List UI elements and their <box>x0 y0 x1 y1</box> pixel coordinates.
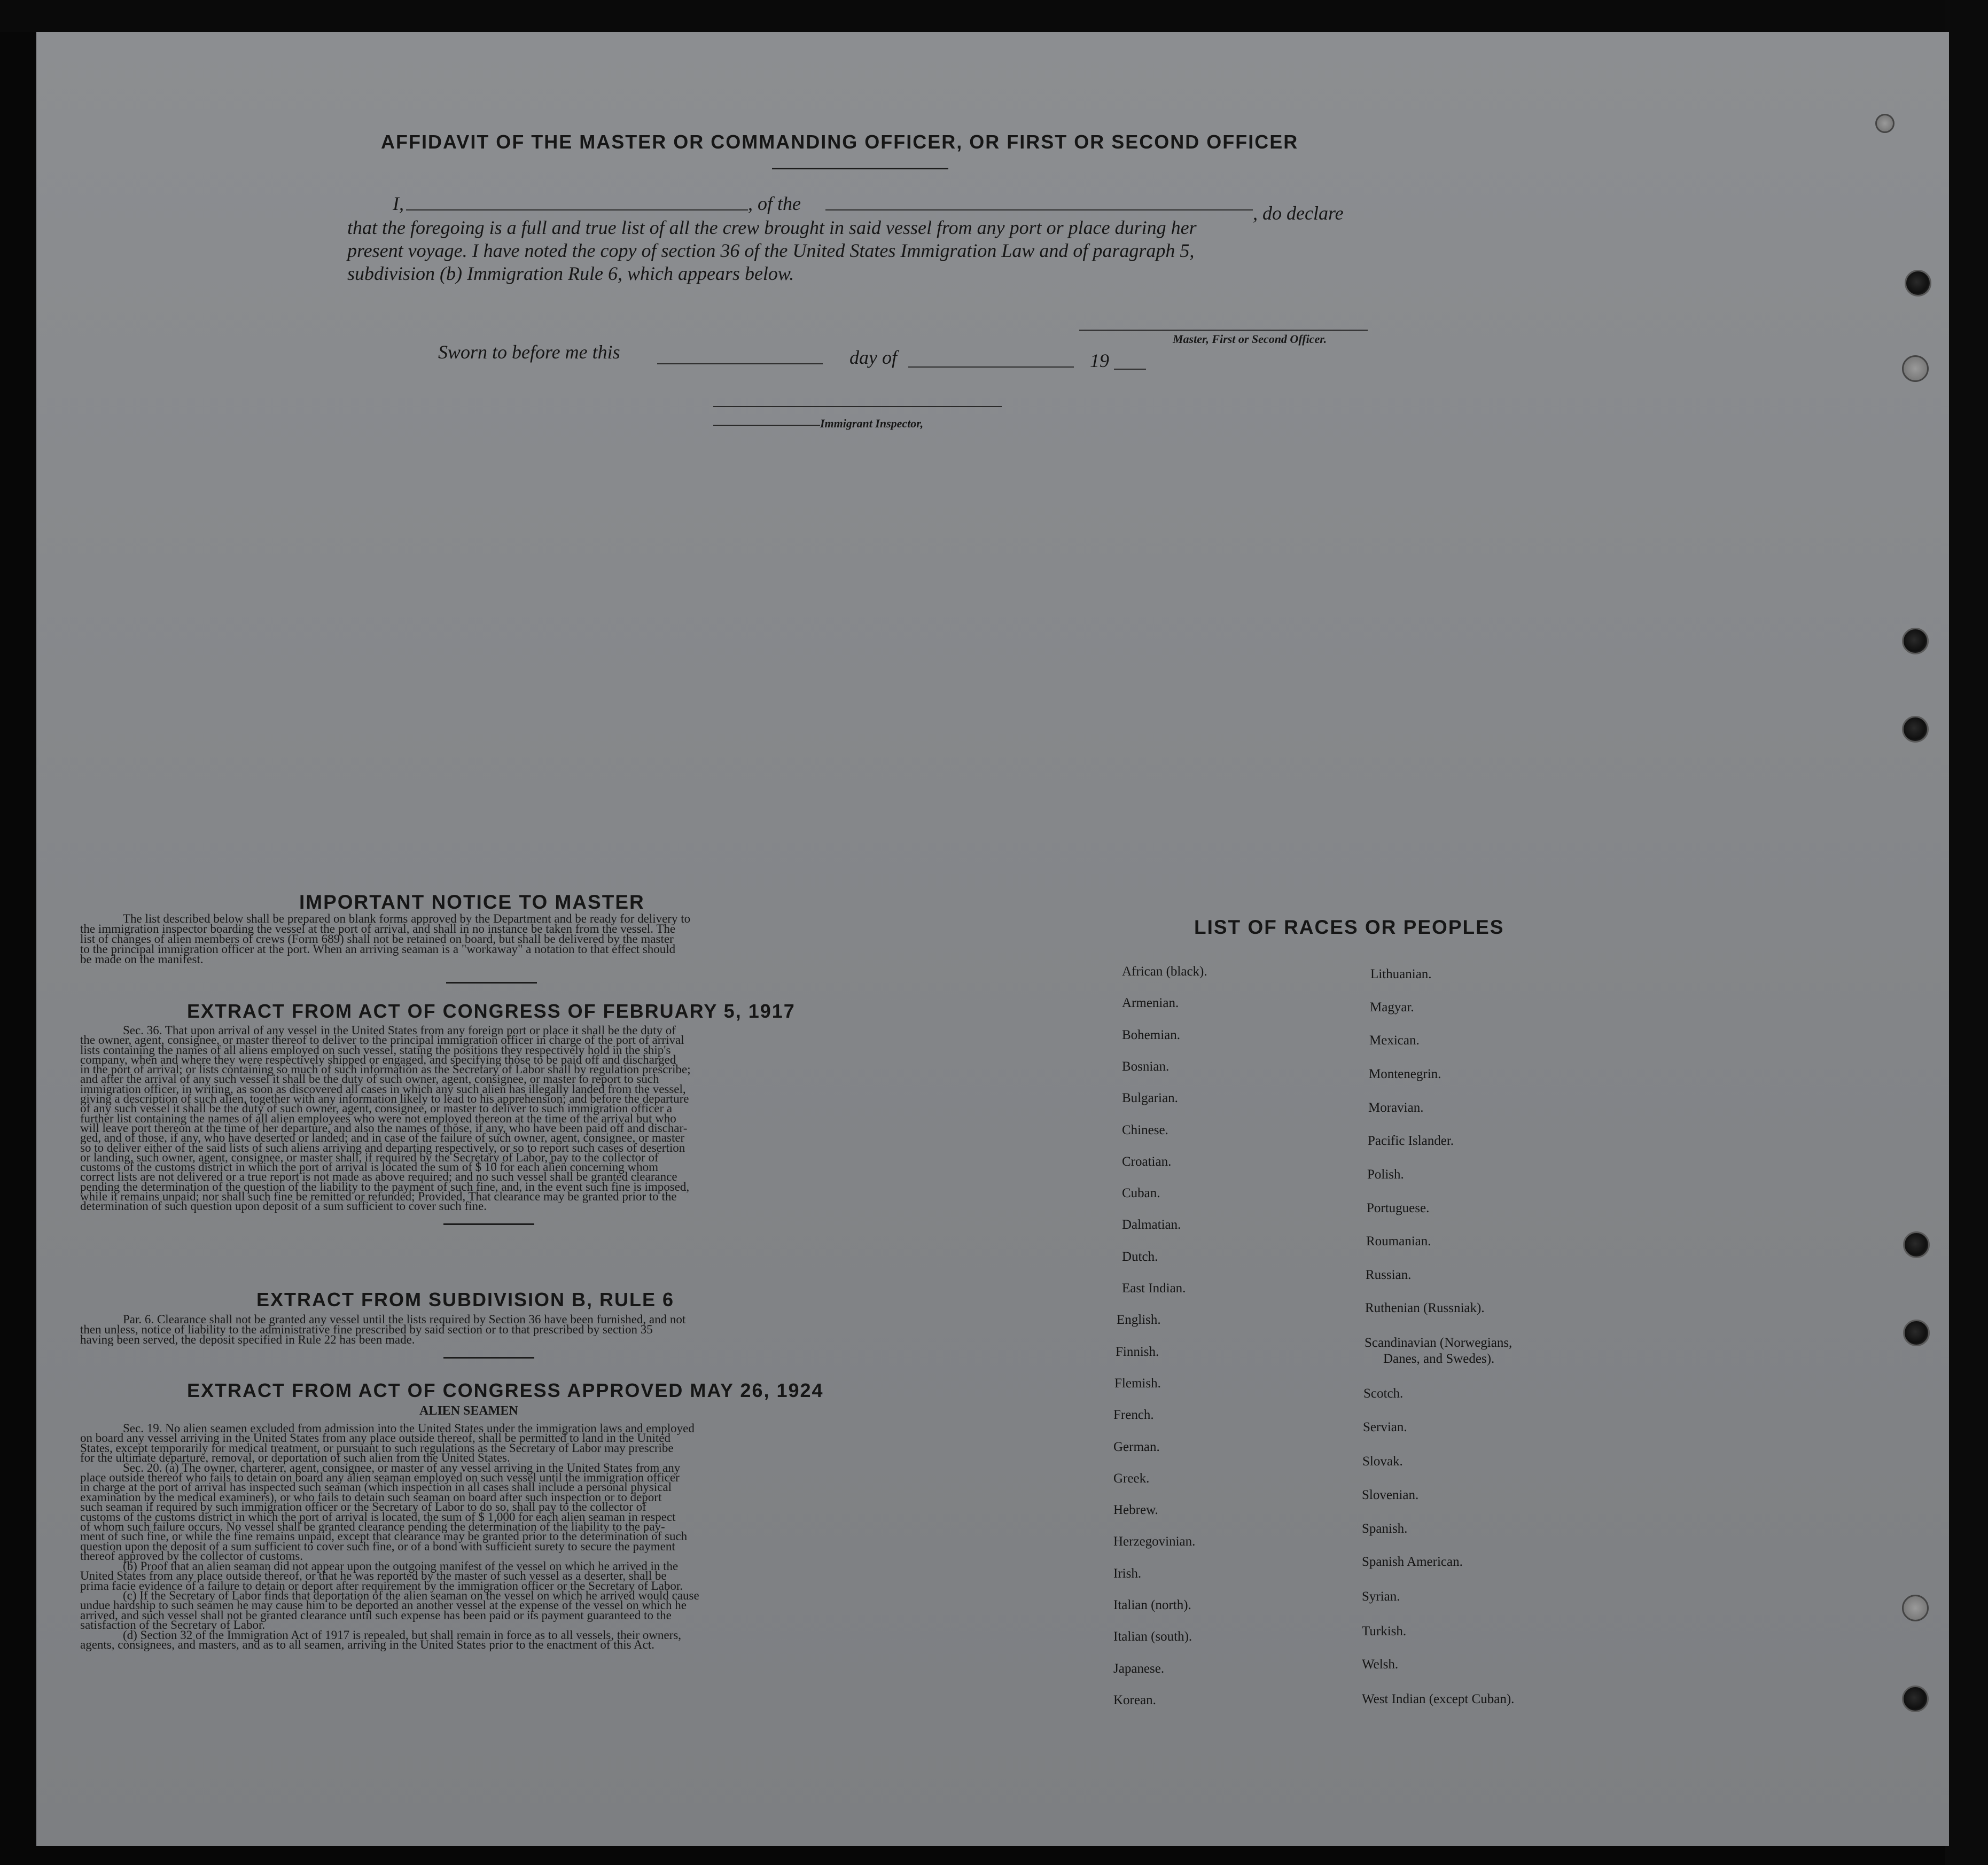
notice-line: the immigration inspector boarding the vessel at the port of arrival, and shall in no instance be taken from the vessel. The <box>80 922 676 935</box>
punch-hole <box>1903 1231 1930 1258</box>
extract-1924-line: on board any vessel arriving in the United States from any place outside thereof, shall be permitted to land in the United <box>80 1431 671 1445</box>
extract-1924-line: (d) Section 32 of the Immigration Act of 1917 is repealed, but shall remain in force as to all vessels, their owners, <box>123 1628 681 1642</box>
extract-1924-body <box>80 1424 868 1650</box>
extract-1917-body <box>80 1026 868 1212</box>
extract-1917-line: so to deliver either of the said lists of such aliens arriving and departing respectively, or so to report such cases of desertion <box>80 1141 685 1154</box>
race-item: Hebrew. <box>1113 1503 1158 1517</box>
sworn-text: Sworn to before me this <box>438 341 620 363</box>
signature-line <box>1079 330 1368 331</box>
race-item: African (black). <box>1122 964 1207 979</box>
extract-1924-line: for the ultimate departure, removal, or deportation of such alien from the United States. <box>80 1451 510 1465</box>
extract-1924-line: such seaman if required by such immigration officer or the Secretary of Labor to do so, shall pay to the collector of <box>80 1500 646 1514</box>
race-item: French. <box>1113 1408 1154 1422</box>
notice-line: The list described below shall be prepared on blank forms approved by the Department and be ready for delivery to <box>123 912 691 925</box>
extract-1917-line: of any such vessel it shall be the duty of such owner, agent, consignee, or master to deliver to such immigration officer a <box>80 1102 673 1115</box>
race-item: Greek. <box>1113 1471 1150 1486</box>
race-item: English. <box>1117 1313 1161 1327</box>
extract-1917-line: will leave port thereon at the time of her departure, and also the names of those, if any, who have been paid off and dischar- <box>80 1121 688 1135</box>
affidavit-of-the: , of the <box>748 193 801 214</box>
extract-1924-line: United States from any place outside thereof, or that he was reported by the master of such vessel as a deserter, shall be <box>80 1569 667 1583</box>
affidavit-body-line: that the foregoing is a full and true list of all the crew brought in said vessel from any port or place during her <box>347 217 1197 238</box>
race-item: Italian (north). <box>1113 1598 1191 1612</box>
punch-hole <box>1902 1595 1929 1621</box>
notice-line: list of changes of alien members of crews (Form 689) shall not be retained on board, but shall be delivered by the master <box>80 932 674 946</box>
notice-body <box>80 914 868 964</box>
race-item: Mexican. <box>1369 1033 1420 1048</box>
extract-1917-line: lists containing the names of all aliens employed on such vessel, stating the positions they respectively hold in the ship's <box>80 1043 671 1057</box>
punch-hole <box>1875 114 1895 133</box>
race-item: Finnish. <box>1116 1345 1159 1359</box>
races-heading: LIST OF RACES OR PEOPLES <box>1194 916 1504 938</box>
extract-1924-line: (b) Proof that an alien seaman did not appear upon the outgoing manifest of the vessel on which he arrived in the <box>123 1559 679 1573</box>
extract-1924-line: arrived, and such vessel shall not be granted clearance until such expense has been paid or its payment guaranteed to the <box>80 1608 672 1622</box>
affidavit-body-line: subdivision (b) Immigration Rule 6, which appears below. <box>347 263 794 284</box>
race-item: Cuban. <box>1122 1186 1160 1200</box>
race-item: Magyar. <box>1370 1000 1414 1015</box>
extract-1917-line: while it remains unpaid; nor shall such fine be remitted or refunded; Provided, That clearance may be granted prior to the <box>80 1190 677 1204</box>
extract-1917-line: further list containing the names of all alien employees who were not employed thereon at the time of the arrival but who <box>80 1111 676 1125</box>
extract-1924-line: Sec. 19. No alien seamen excluded from admission into the United States under the immigration laws and employed <box>123 1422 695 1435</box>
extract-1924-line: place outside thereof who fails to detain on board any alien seaman employed on such vessel until the immigration officer <box>80 1471 680 1485</box>
extract-1924-line: prima facie evidence of a failure to detain or deport after requirement by the immigration officer or the Secretary of Labor. <box>80 1579 683 1593</box>
extract-1924-heading: EXTRACT FROM ACT OF CONGRESS APPROVED MAY 26, 1924 <box>187 1379 824 1401</box>
extract-1917-line: company, when and where they were respectively shipped or engaged, and specifying those to be paid off and discharged <box>80 1052 676 1066</box>
race-item: Dutch. <box>1122 1250 1158 1264</box>
race-item: Bosnian. <box>1122 1059 1170 1074</box>
race-item: Lithuanian. <box>1370 967 1432 981</box>
race-item: Portuguese. <box>1367 1201 1430 1215</box>
extract-1924-line: question upon the deposit of a sum sufficient to cover such fine, or of a bond with sufficient surety to secure the payment <box>80 1539 675 1553</box>
notice-line: to the principal immigration officer at the port. When an arriving seaman is a "workaway" a notation to that effect should <box>80 942 676 956</box>
race-item: Turkish. <box>1362 1624 1407 1638</box>
extract-1917-line: Sec. 36. That upon arrival of any vessel in the United States from any foreign port or place it shall be the duty of <box>123 1024 676 1037</box>
race-item: Bulgarian. <box>1122 1091 1178 1105</box>
inspector-line-lead <box>713 425 820 426</box>
punch-hole <box>1902 716 1929 743</box>
race-item: German. <box>1113 1440 1160 1454</box>
extract-1924-line: undue hardship to such seamen he may cause him to be deported an another vessel at the expense of the vessel on which he <box>80 1598 687 1612</box>
extract-1924-line: customs of the customs district in which the port of arrival is located, the sum of $ 1,000 for each alien seaman in respect <box>80 1510 676 1524</box>
race-item: Irish. <box>1113 1566 1142 1581</box>
extract-1917-heading: EXTRACT FROM ACT OF CONGRESS OF FEBRUARY 5, 1917 <box>187 1000 796 1022</box>
race-item: Welsh. <box>1362 1657 1399 1672</box>
race-item: Slovak. <box>1362 1454 1403 1469</box>
punch-hole <box>1902 628 1929 654</box>
race-item: Roumanian. <box>1366 1234 1431 1248</box>
signature-label: Master, First or Second Officer. <box>1173 332 1327 346</box>
inspector-signature-line <box>713 406 1002 407</box>
punch-hole <box>1902 355 1929 382</box>
rule6-line: having been served, the deposit specified in Rule 22 has been made. <box>80 1333 415 1346</box>
affidavit-i: I, <box>393 193 404 214</box>
punch-hole <box>1902 1685 1929 1712</box>
day-blank <box>657 363 823 364</box>
extract-1917-line: the owner, agent, consignee, or master thereof to deliver to the principal immigration officer in charge of the port of arrival <box>80 1033 684 1047</box>
extract-1917-line: immigration officer, in writing, as soon as discovered all cases in which any such alien has illegally landed from the vessel, <box>80 1082 686 1096</box>
race-item: Armenian. <box>1122 996 1179 1010</box>
race-item: Korean. <box>1113 1693 1156 1707</box>
race-item: West Indian (except Cuban). <box>1362 1692 1515 1706</box>
extract-1924-line: Sec. 20. (a) The owner, charterer, agent, consignee, or master of any vessel arriving in the United States from any <box>123 1461 681 1474</box>
extract-1924-line: satisfaction of the Secretary of Labor. <box>80 1618 266 1632</box>
race-item: East Indian. <box>1122 1281 1186 1296</box>
year-text: 19 <box>1090 350 1109 371</box>
extract-1924-line: examination by the medical examiners), or who fails to detain such seaman on board after such inspection or to deport <box>80 1490 662 1504</box>
extract-1924-line: ment of such fine, or while the fine remains unpaid, except that clearance may be granted prior to the determination of such <box>80 1530 688 1543</box>
race-item: Ruthenian (Russniak). <box>1365 1301 1485 1315</box>
race-item: Russian. <box>1366 1268 1412 1282</box>
race-item: Montenegrin. <box>1369 1067 1441 1081</box>
day-of-text: day of <box>849 347 897 368</box>
race-item: Scotch. <box>1363 1386 1404 1401</box>
race-item: Japanese. <box>1113 1661 1165 1676</box>
race-item: Scandinavian (Norwegians, <box>1365 1336 1513 1350</box>
race-item: Danes, and Swedes). <box>1383 1352 1495 1366</box>
section-divider <box>443 1357 534 1359</box>
extract-1924-line: thereof approved by the collector of customs. <box>80 1549 303 1563</box>
race-item: Bohemian. <box>1122 1028 1181 1042</box>
race-item: Spanish. <box>1362 1521 1408 1536</box>
extract-1917-line: pending the determination of the question of the liability to the payment of such fine, and, in the event such fine is imposed, <box>80 1180 690 1193</box>
affidavit-body <box>347 216 1368 285</box>
inspector-label: Immigrant Inspector, <box>820 417 924 430</box>
section-divider <box>443 1223 534 1225</box>
race-item: Pacific Islander. <box>1368 1134 1454 1148</box>
extract-1917-line: ged, and of those, if any, who have deserted or landed; and in case of the failure of such owner, agent, consignee, or master <box>80 1131 685 1145</box>
extract-1917-line: and after the arrival of any such vessel it shall be the duty of such owner, agent, consignee, or master to report to such <box>80 1072 659 1086</box>
rule6-body <box>80 1314 868 1345</box>
affidavit-heading: AFFIDAVIT OF THE MASTER OR COMMANDING OFFICER, OR FIRST OR SECOND OFFICER <box>381 131 1299 153</box>
punch-hole <box>1903 1320 1930 1346</box>
section-divider <box>446 982 537 984</box>
extract-1924-line: of whom such failure occurs. No vessel shall be granted clearance pending the determination of the liability to the pay- <box>80 1520 665 1534</box>
notice-line: be made on the manifest. <box>80 953 204 966</box>
extract-1917-line: giving a description of such alien, together with any information likely to lead to his apprehension; and before the departure <box>80 1092 689 1106</box>
month-blank <box>908 366 1074 368</box>
rule6-heading: EXTRACT FROM SUBDIVISION B, RULE 6 <box>256 1289 675 1310</box>
race-item: Slovenian. <box>1362 1488 1419 1502</box>
race-item: Chinese. <box>1122 1123 1168 1137</box>
vessel-blank <box>825 209 1253 210</box>
extract-1917-line: correct lists are not delivered or a true report is not made as above required; and no such vessel shall be granted clearance <box>80 1170 677 1184</box>
extract-1917-line: in the port of arrival; or lists containing so much of such information as the Secretary of Labor shall by regulation prescribe; <box>80 1063 691 1076</box>
rule6-line: then unless, notice of liability to the administrative fine prescribed by said section or to that prescribed by section 35 <box>80 1323 653 1336</box>
year-blank <box>1114 369 1146 370</box>
race-item: Flemish. <box>1114 1376 1161 1391</box>
rule6-line: Par. 6. Clearance shall not be granted any vessel until the lists required by Section 36 have been furnished, and not <box>123 1313 686 1326</box>
race-item: Croatian. <box>1122 1154 1172 1169</box>
race-item: Polish. <box>1367 1167 1404 1182</box>
heading-underline <box>772 168 948 169</box>
race-item: Dalmatian. <box>1122 1218 1181 1232</box>
extract-1924-line: (c) If the Secretary of Labor finds that deportation of the alien seaman on the vessel on which he arrived would cause <box>123 1588 699 1602</box>
race-item: Servian. <box>1363 1420 1407 1434</box>
race-item: Italian (south). <box>1113 1629 1192 1644</box>
extract-1917-line: determination of such question upon deposit of a sum sufficient to cover such fine. <box>80 1199 487 1213</box>
notice-heading: IMPORTANT NOTICE TO MASTER <box>299 891 645 913</box>
name-blank <box>406 209 748 210</box>
extract-1924-line: agents, consignees, and masters, and as to all seamen, arriving in the United States prior to the enactment of this Act. <box>80 1637 654 1651</box>
affidavit-declare: , do declare <box>1253 202 1344 224</box>
scan-right-border <box>1945 0 1988 1865</box>
race-item: Herzegovinian. <box>1113 1534 1196 1549</box>
extract-1917-line: or landing, such owner, agent, consignee, or master shall, if required by the Secretary of Labor, pay to the collector of <box>80 1150 659 1164</box>
race-item: Spanish American. <box>1362 1555 1463 1569</box>
extract-1917-line: customs of the customs district in which the port of arrival is located the sum of $ 10 for each alien concerning whom <box>80 1160 658 1174</box>
scan-top-border <box>0 0 1988 32</box>
extract-1924-line: States, except temporarily for medical treatment, or pursuant to such regulations as the Secretary of Labor may prescribe <box>80 1441 674 1455</box>
race-item: Moravian. <box>1368 1101 1424 1115</box>
affidavit-body-line: present voyage. I have noted the copy of section 36 of the United States Immigration Law and of paragraph 5, <box>347 240 1195 261</box>
race-item: Syrian. <box>1362 1589 1400 1604</box>
punch-hole <box>1905 270 1931 296</box>
alien-seamen-subheading: ALIEN SEAMEN <box>419 1404 518 1418</box>
extract-1924-line: in charge at the port of arrival has inspected such seaman (which inspection in all cases shall include a personal physical <box>80 1480 672 1494</box>
